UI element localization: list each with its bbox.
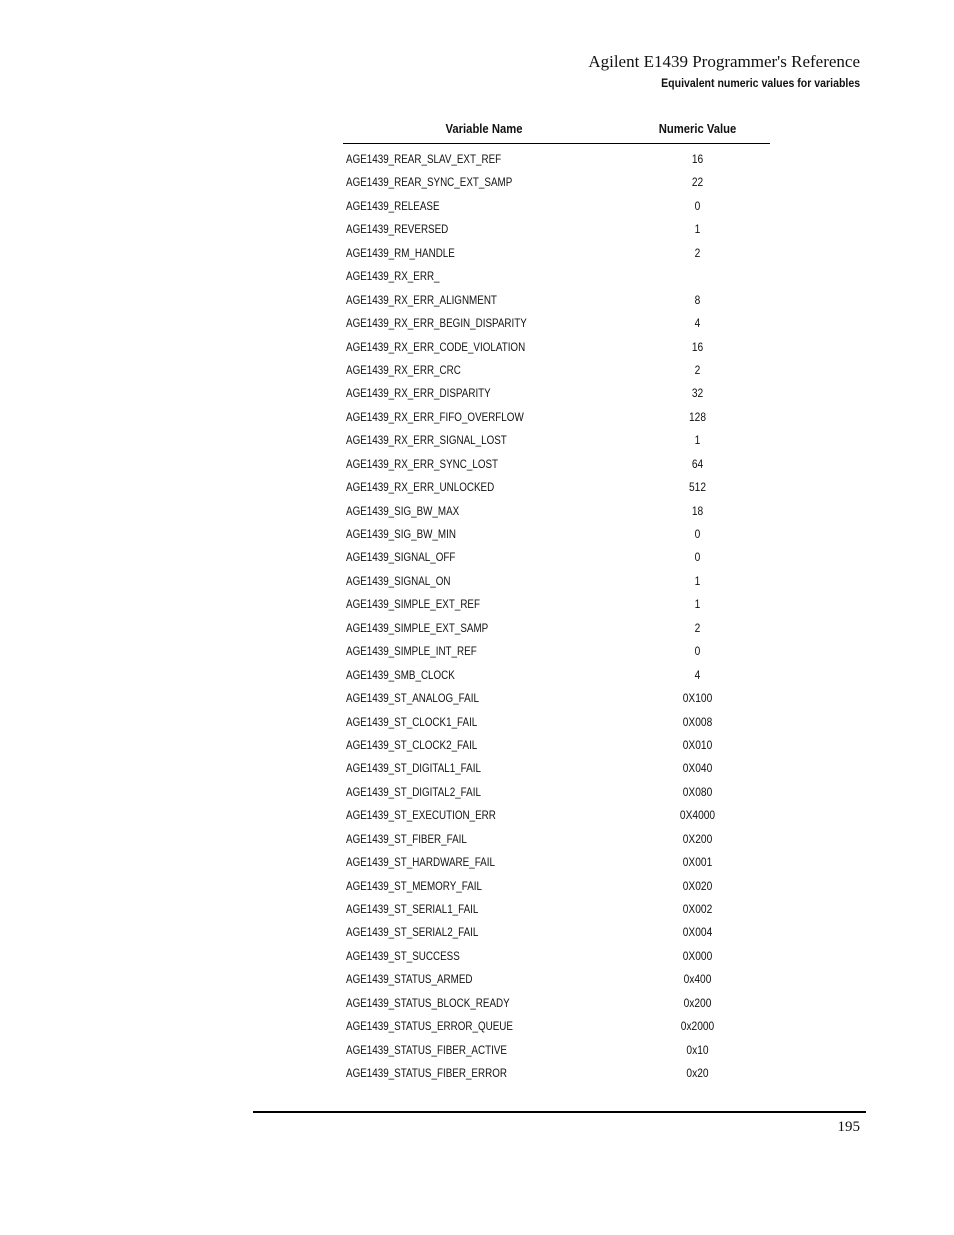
table-row bbox=[343, 195, 770, 218]
table-row bbox=[343, 945, 770, 968]
table-row bbox=[343, 851, 770, 874]
table-row bbox=[343, 781, 770, 804]
numeric-value-cell: 0x400 bbox=[683, 972, 712, 987]
table-header bbox=[343, 118, 770, 144]
variable-name-cell: AGE1439_STATUS_BLOCK_READY bbox=[346, 995, 510, 1010]
table-row bbox=[343, 921, 770, 944]
table-row bbox=[343, 429, 770, 452]
variable-name-cell: AGE1439_ST_ANALOG_FAIL bbox=[346, 691, 479, 706]
numeric-value-cell: 1 bbox=[694, 597, 701, 612]
variable-name-cell: AGE1439_RX_ERR_SYNC_LOST bbox=[346, 456, 499, 471]
numeric-value-cell: 2 bbox=[694, 362, 701, 377]
table-row bbox=[343, 828, 770, 851]
numeric-value-cell: 0 bbox=[694, 550, 701, 565]
table-row bbox=[343, 523, 770, 546]
variable-name-cell: AGE1439_RX_ERR_FIFO_OVERFLOW bbox=[346, 409, 524, 424]
table-row bbox=[343, 453, 770, 476]
table-row bbox=[343, 546, 770, 569]
numeric-value-cell: 1 bbox=[694, 573, 701, 588]
variable-name-cell: AGE1439_ST_DIGITAL2_FAIL bbox=[346, 784, 481, 799]
variable-name-cell: AGE1439_STATUS_FIBER_ERROR bbox=[346, 1066, 507, 1081]
numeric-value-cell: 0X080 bbox=[682, 784, 713, 799]
variable-name-cell: AGE1439_REVERSED bbox=[346, 222, 449, 237]
section-subtitle: Equivalent numeric values for variables bbox=[661, 76, 860, 90]
variable-name-cell: AGE1439_ST_CLOCK1_FAIL bbox=[346, 714, 478, 729]
table-body bbox=[343, 144, 770, 1086]
variable-name-cell: AGE1439_RELEASE bbox=[346, 198, 440, 213]
table-row bbox=[343, 734, 770, 757]
document-title: Agilent E1439 Programmer's Reference bbox=[588, 52, 860, 71]
column-header-variable-name: Variable Name bbox=[445, 122, 523, 136]
numeric-value-cell: 0X040 bbox=[682, 761, 713, 776]
table-row bbox=[343, 570, 770, 593]
variable-name-cell: AGE1439_RX_ERR_SIGNAL_LOST bbox=[346, 433, 507, 448]
variable-name-cell: AGE1439_STATUS_ARMED bbox=[346, 972, 473, 987]
numeric-value-cell: 0X100 bbox=[682, 691, 713, 706]
table-row bbox=[343, 804, 770, 827]
numeric-value-cell: 1 bbox=[694, 433, 701, 448]
variable-name-cell: AGE1439_STATUS_ERROR_QUEUE bbox=[346, 1019, 513, 1034]
table-row bbox=[343, 1062, 770, 1085]
table-row bbox=[343, 593, 770, 616]
table-row bbox=[343, 476, 770, 499]
numeric-value-cell: 0X200 bbox=[682, 831, 713, 846]
table-row bbox=[343, 687, 770, 710]
variable-name-cell: AGE1439_SIMPLE_EXT_SAMP bbox=[346, 620, 489, 635]
variable-name-cell: AGE1439_SIMPLE_EXT_REF bbox=[346, 597, 481, 612]
column-header-numeric-value: Numeric Value bbox=[658, 122, 737, 136]
variable-name-cell: AGE1439_ST_CLOCK2_FAIL bbox=[346, 737, 478, 752]
numeric-value-cell: 128 bbox=[688, 409, 707, 424]
table-row bbox=[343, 382, 770, 405]
numeric-value-cell: 16 bbox=[691, 152, 704, 166]
numeric-value-cell: 0X000 bbox=[682, 948, 713, 963]
numeric-value-cell: 0X004 bbox=[682, 925, 713, 940]
table-row bbox=[343, 898, 770, 921]
table-row bbox=[343, 171, 770, 194]
table-row bbox=[343, 711, 770, 734]
numeric-value-cell: 4 bbox=[694, 667, 701, 682]
table-row bbox=[343, 312, 770, 335]
table-row bbox=[343, 875, 770, 898]
variable-name-cell: AGE1439_ST_FIBER_FAIL bbox=[346, 831, 467, 846]
table-row bbox=[343, 500, 770, 523]
variable-name-cell: AGE1439_ST_SERIAL1_FAIL bbox=[346, 902, 479, 916]
numeric-value-cell: 2 bbox=[694, 620, 701, 635]
variable-name-cell: AGE1439_RX_ERR_ALIGNMENT bbox=[346, 292, 497, 307]
numeric-value-cell: 0 bbox=[694, 527, 701, 541]
variable-name-cell: AGE1439_ST_MEMORY_FAIL bbox=[346, 878, 483, 893]
numeric-value-cell: 2 bbox=[694, 245, 701, 260]
variable-name-cell: AGE1439_ST_SERIAL2_FAIL bbox=[346, 925, 479, 940]
table-row bbox=[343, 992, 770, 1015]
variable-name-cell: AGE1439_ST_SUCCESS bbox=[346, 948, 460, 963]
numeric-value-cell: 0X4000 bbox=[679, 808, 716, 823]
numeric-value-cell: 512 bbox=[688, 480, 707, 495]
variable-name-cell: AGE1439_RX_ERR_ bbox=[346, 269, 440, 284]
numeric-value-cell: 0x10 bbox=[686, 1042, 709, 1057]
variable-name-cell: AGE1439_ST_HARDWARE_FAIL bbox=[346, 855, 495, 870]
numeric-value-cell: 0 bbox=[694, 644, 701, 659]
numeric-value-cell: 64 bbox=[691, 456, 704, 471]
variable-name-cell: AGE1439_RX_ERR_BEGIN_DISPARITY bbox=[346, 316, 527, 331]
variable-name-cell: AGE1439_REAR_SYNC_EXT_SAMP bbox=[346, 175, 513, 190]
variable-name-cell: AGE1439_SMB_CLOCK bbox=[346, 667, 455, 682]
values-table bbox=[343, 118, 770, 1086]
variable-name-cell: AGE1439_REAR_SLAV_EXT_REF bbox=[346, 152, 502, 166]
numeric-value-cell: 32 bbox=[691, 386, 704, 401]
page-number: 195 bbox=[837, 1119, 860, 1135]
numeric-value-cell: 0X010 bbox=[682, 737, 713, 752]
variable-name-cell: AGE1439_SIG_BW_MAX bbox=[346, 503, 460, 518]
numeric-value-cell: 22 bbox=[691, 175, 704, 190]
variable-name-cell: AGE1439_SIG_BW_MIN bbox=[346, 527, 456, 541]
numeric-value-cell: 0X008 bbox=[682, 714, 713, 729]
table-row bbox=[343, 757, 770, 780]
numeric-value-cell: 0 bbox=[694, 198, 701, 213]
numeric-value-cell: 0x20 bbox=[686, 1066, 709, 1081]
variable-name-cell: AGE1439_ST_EXECUTION_ERR bbox=[346, 808, 496, 823]
footer-divider bbox=[253, 1111, 866, 1113]
numeric-value-cell: 18 bbox=[691, 503, 704, 518]
variable-name-cell: AGE1439_RX_ERR_CODE_VIOLATION bbox=[346, 339, 526, 354]
table-row bbox=[343, 218, 770, 241]
variable-name-cell: AGE1439_SIGNAL_ON bbox=[346, 573, 451, 588]
table-row bbox=[343, 336, 770, 359]
variable-name-cell: AGE1439_RM_HANDLE bbox=[346, 245, 455, 260]
variable-name-cell: AGE1439_RX_ERR_UNLOCKED bbox=[346, 480, 495, 495]
table-row bbox=[343, 1039, 770, 1062]
table-row bbox=[343, 359, 770, 382]
table-row bbox=[343, 148, 770, 171]
variable-name-cell: AGE1439_RX_ERR_CRC bbox=[346, 362, 461, 377]
variable-name-cell: AGE1439_ST_DIGITAL1_FAIL bbox=[346, 761, 481, 776]
numeric-value-cell: 0x200 bbox=[683, 995, 712, 1010]
table-row bbox=[343, 242, 770, 265]
table-row bbox=[343, 640, 770, 663]
numeric-value-cell: 8 bbox=[694, 292, 701, 307]
numeric-value-cell: 0x2000 bbox=[680, 1019, 715, 1034]
table-row bbox=[343, 265, 770, 288]
numeric-value-cell: 16 bbox=[691, 339, 704, 354]
table-row bbox=[343, 289, 770, 312]
table-row bbox=[343, 968, 770, 991]
numeric-value-cell: 0X020 bbox=[682, 878, 713, 893]
variable-name-cell: AGE1439_RX_ERR_DISPARITY bbox=[346, 386, 491, 401]
numeric-value-cell: 0X001 bbox=[682, 855, 713, 870]
numeric-value-cell: 4 bbox=[694, 316, 701, 331]
table-row bbox=[343, 664, 770, 687]
variable-name-cell: AGE1439_STATUS_FIBER_ACTIVE bbox=[346, 1042, 507, 1057]
variable-name-cell: AGE1439_SIMPLE_INT_REF bbox=[346, 644, 477, 659]
numeric-value-cell: 1 bbox=[694, 222, 701, 237]
table-row bbox=[343, 1015, 770, 1038]
table-row bbox=[343, 617, 770, 640]
variable-name-cell: AGE1439_SIGNAL_OFF bbox=[346, 550, 456, 565]
table-row bbox=[343, 406, 770, 429]
numeric-value-cell: 0X002 bbox=[682, 902, 713, 916]
